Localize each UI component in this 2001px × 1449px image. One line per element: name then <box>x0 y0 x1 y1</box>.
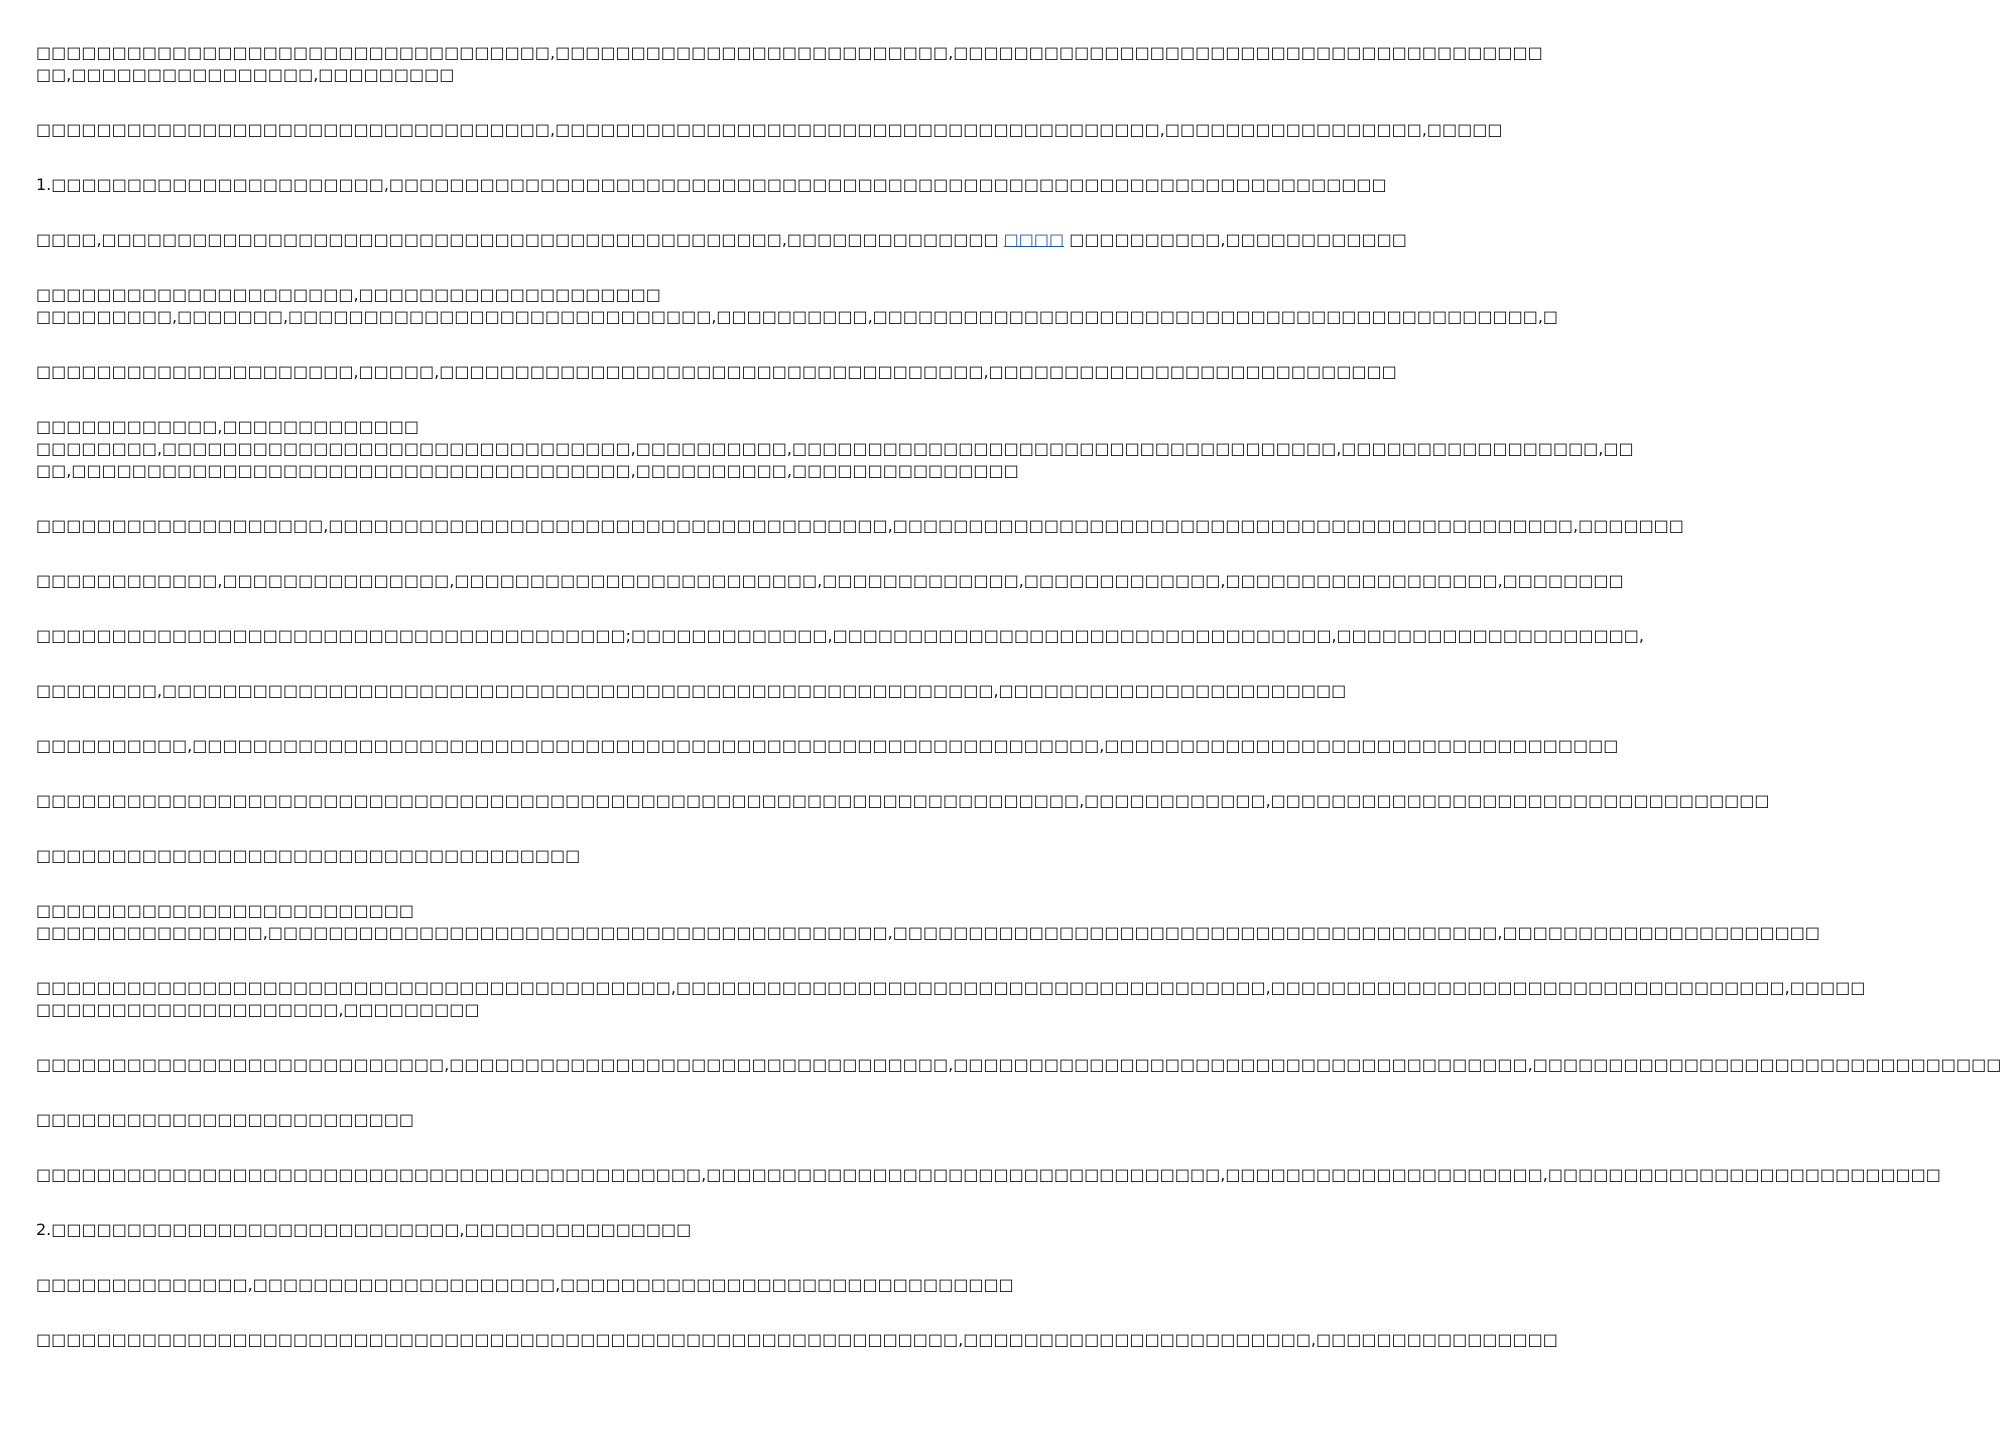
paragraph <box>36 1329 1558 1351</box>
paragraph-line: □□□□□□□□□□□□□□□□□□□□□,□□□□□□□□□□□□□□□□□□□□ <box>36 285 661 304</box>
paragraph-line: □□□□□□□□□□,□□□□□□□□□□□□□□□□□□□□□□□□□□□□□□□□□□□□□□□□□□□□□□□□□□□□□□□□□□□□,□□□□□□□□□□□□□□□□□□□□□□□□□□□□□□□□□□ <box>36 736 1619 755</box>
paragraph-line: □□□□□□□□□□□□□□□□□□□□□□□□□ <box>36 1110 414 1129</box>
paragraph-line: □□□□□□□□□□□□□□□□□□□□,□□□□□□□□□ <box>36 1000 480 1019</box>
paragraph <box>36 680 1347 702</box>
paragraph-line: □□,□□□□□□□□□□□□□□□□□□□□□□□□□□□□□□□□□□□□□,□□□□□□□□□□,□□□□□□□□□□□□□□□ <box>36 461 1019 480</box>
paragraph <box>36 438 1634 482</box>
paragraph-line: □□□□□□□□□□□□□□□□□□□□□□□□□□□□□□□□□□□□□□□□□□□□□□□□□□□□□□□□□□□□□□□□□□□□□,□□□□□□□□□□□□,□□□□□□□□□□□□□□□□□□□□□□□□□□□□□□□□□ <box>36 791 1770 810</box>
paragraph <box>36 229 1407 251</box>
paragraph <box>36 1219 990 1241</box>
paragraph <box>36 735 1619 757</box>
paragraph-line: 1.□□□□□□□□□□□□□□□□□□□□□□,□□□□□□□□□□□□□□□□□□□□□□□□□□□□□□□□□□□□□□□□□□□□□□□□□□□□□□□□□□□□□□□□□□ <box>36 175 1387 194</box>
paragraph-line: □□□□□□□□□□□□,□□□□□□□□□□□□□□□,□□□□□□□□□□□□□□□□□□□□□□□□,□□□□□□□□□□□□□,□□□□□□□□□□□□□,□□□□□□□□□□□□□□□□□□,□□□□□□□□ <box>36 571 1624 590</box>
paragraph <box>36 977 1866 1021</box>
paragraph <box>36 625 1644 647</box>
paragraph <box>36 42 1543 86</box>
paragraph <box>36 306 1559 328</box>
paragraph-line: □□□□□□□□□□□□□□□□□□□□□□□□□□□□□□□□□□,□□□□□□□□□□□□□□□□□□□□□□□□□□,□□□□□□□□□□□□□□□□□□□□□□□□□□□□□□□□□□□□□□□ <box>36 43 1543 62</box>
paragraph <box>36 900 990 922</box>
paragraph-line: □□□□□□□□□□□□□□□□□□□□□□□□□□□□□□□□□□□□□□□□□□□□,□□□□□□□□□□□□□□□□□□□□□□□□□□□□□□□□□□,□□□□□□□□□□□□□□□□□□□□□,□□□□□□□□□□□□□□□□□□□□□□□□□□ <box>36 1165 1941 1184</box>
paragraph <box>36 1164 1941 1186</box>
paragraph <box>36 361 1397 383</box>
paragraph-line: □□,□□□□□□□□□□□□□□□□,□□□□□□□□□ <box>36 65 455 84</box>
paragraph-line: □□□□□□□□□,□□□□□□□,□□□□□□□□□□□□□□□□□□□□□□□□□□□□,□□□□□□□□□□,□□□□□□□□□□□□□□□□□□□□□□□□□□□□□□□□□□□□□□□□□□□□,□ <box>36 307 1559 326</box>
paragraph-line: □□□□□□□□□□□□□□□□□□□□□□□□□□□□□□□□□□□□□□□□□□□□□□□□□□□□□□□□□□□□□,□□□□□□□□□□□□□□□□□□□□□□□,□□□□□□□□□□□□□□□□ <box>36 1330 1558 1349</box>
paragraph-line: □□□□□□□□□□□□□□□□□□□□□□□□□□□□□□□□□□,□□□□□□□□□□□□□□□□□□□□□□□□□□□□□□□□□□□□□□□□,□□□□□□□□□□□□□□□□□,□□□□□ <box>36 120 1503 139</box>
paragraph-line: □□□□□□□□,□□□□□□□□□□□□□□□□□□□□□□□□□□□□□□□□□□□□□□□□□□□□□□□□□□□□□□□,□□□□□□□□□□□□□□□□□□□□□□□ <box>36 681 1347 700</box>
paragraph-line: □□□□□□□□□□□□□□□□□□□□□□□□□□□□□□□□□□□□ <box>36 846 581 865</box>
document-body <box>36 42 2001 1384</box>
inline-link[interactable]: □□□□ <box>1003 230 1065 249</box>
paragraph-line: □□□□□□□□□□□□□□□□□□□□□□□□□□□□□□□□□□□□□□□;□□□□□□□□□□□□□,□□□□□□□□□□□□□□□□□□□□□□□□□□□□□□□□□,□□□□□□□□□□□□□□□□□□□□, <box>36 626 1644 645</box>
paragraph <box>36 1054 2001 1076</box>
paragraph-line: □□□□□□□□,□□□□□□□□□□□□□□□□□□□□□□□□□□□□□□□,□□□□□□□□□□,□□□□□□□□□□□□□□□□□□□□□□□□□□□□□□□□□□□□,□□□□□□□□□□□□□□□□□,□□ <box>36 439 1634 458</box>
paragraph <box>36 416 990 438</box>
paragraph <box>36 284 990 306</box>
paragraph-line: □□□□□□□□□□□□□□□□□□□,□□□□□□□□□□□□□□□□□□□□□□□□□□□□□□□□□□□□□,□□□□□□□□□□□□□□□□□□□□□□□□□□□□□□□□□□□□□□□□□□□□□,□□□□□□□ <box>36 516 1684 535</box>
paragraph <box>36 1274 1014 1296</box>
paragraph <box>36 515 1684 537</box>
paragraph-line: □□□□□□□□□□□□□□□□□□□□□,□□□□□,□□□□□□□□□□□□□□□□□□□□□□□□□□□□□□□□□□□□,□□□□□□□□□□□□□□□□□□□□□□□□□□□ <box>36 362 1397 381</box>
paragraph-line: 2.□□□□□□□□□□□□□□□□□□□□□□□□□□□,□□□□□□□□□□□□□□□ <box>36 1220 692 1239</box>
paragraph-line <box>36 229 1407 251</box>
paragraph-line: □□□□□□□□□□□□□□□□□□□□□□□□□ <box>36 901 414 920</box>
paragraph-line: □□□□□□□□□□□□□□□□□□□□□□□□□□□,□□□□□□□□□□□□□□□□□□□□□□□□□□□□□□□□□,□□□□□□□□□□□□□□□□□□□□□□□□□□□□□□□□□□□□□□,□□□□□□□□□□□□□□□□□□□□□□□□□□□□□□□ <box>36 1055 2001 1074</box>
paragraph <box>36 845 990 867</box>
paragraph-line: □□□□□□□□□□□□□□,□□□□□□□□□□□□□□□□□□□□,□□□□□□□□□□□□□□□□□□□□□□□□□□□□□□ <box>36 1275 1014 1294</box>
paragraph <box>36 174 1387 196</box>
paragraph-text: □□□□,□□□□□□□□□□□□□□□□□□□□□□□□□□□□□□□□□□□□□□□□□□□□□,□□□□□□□□□□□□□□ <box>36 230 1004 249</box>
paragraph-line: □□□□□□□□□□□□□□□□□□□□□□□□□□□□□□□□□□□□□□□□□□,□□□□□□□□□□□□□□□□□□□□□□□□□□□□□□□□□□□□□□□,□□□□□□□□□□□□□□□□□□□□□□□□□□□□□□□□□□,□□□□□ <box>36 978 1866 997</box>
paragraph-line: □□□□□□□□□□□□□□□,□□□□□□□□□□□□□□□□□□□□□□□□□□□□□□□□□□□□□□□□□,□□□□□□□□□□□□□□□□□□□□□□□□□□□□□□□□□□□□□□□□,□□□□□□□□□□□□□□□□□□□□□ <box>36 923 1820 942</box>
paragraph <box>36 1109 990 1131</box>
paragraph <box>36 790 1770 812</box>
paragraph <box>36 922 1820 944</box>
paragraph-line: □□□□□□□□□□□□,□□□□□□□□□□□□□ <box>36 417 420 436</box>
paragraph <box>36 119 1503 141</box>
paragraph-text: □□□□□□□□□□,□□□□□□□□□□□□ <box>1064 230 1407 249</box>
paragraph <box>36 570 1624 592</box>
